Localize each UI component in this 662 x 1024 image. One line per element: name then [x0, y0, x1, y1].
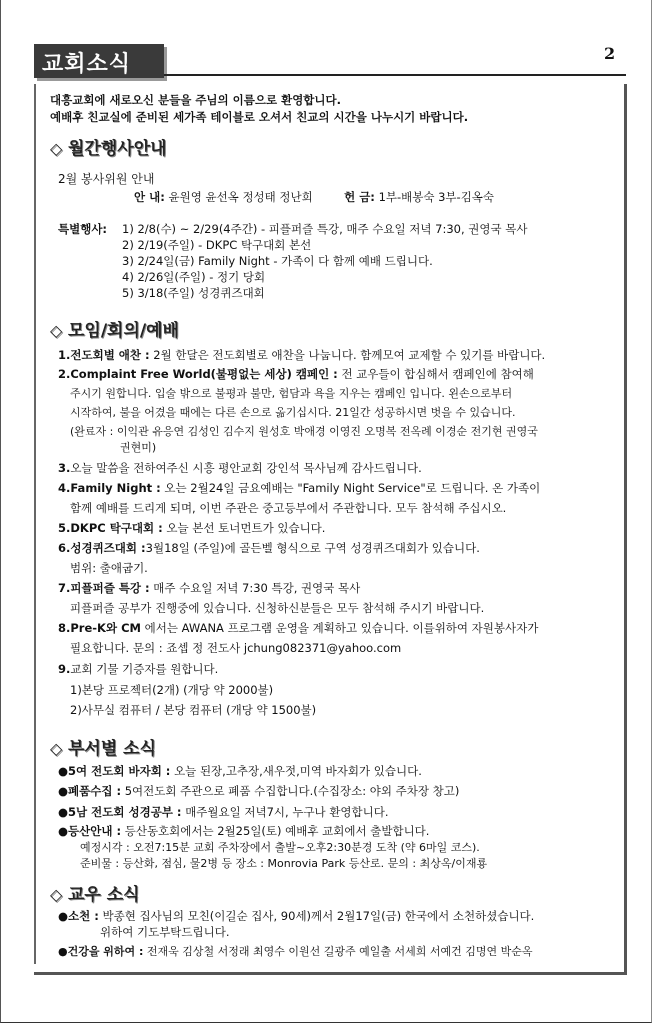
- meeting-item: 6.성경퀴즈대회 :3월18일 (주일)에 골든벨 형식으로 구역 성경퀴즈대회가 있습니다.: [58, 541, 480, 555]
- meeting-item: 피플퍼즐 공부가 진행중에 있습니다. 신청하신분들은 모두 참석해 주시기 바랍니다.: [70, 601, 485, 615]
- meeting-item: 2)사무실 컴퓨터 / 본당 컴퓨터 (개당 약 1500불): [70, 703, 317, 717]
- header-rule: [164, 74, 626, 76]
- content-left-rule: [34, 84, 36, 964]
- guide-row: [134, 190, 494, 205]
- meeting-item: 8.Pre-K와 CM 에서는 AWANA 프로그램 운영을 계획하고 있습니다. 이를위하여 자원봉사자가: [58, 621, 539, 635]
- event-item: 2) 2/19(주일) - DKPC 탁구대회 본선: [122, 238, 312, 252]
- department-item: ●5남 전도회 성경공부 : 매주월요일 저녁7시, 누구나 환영합니다.: [58, 805, 389, 819]
- event-item: 4) 2/26일(주일) - 정기 당회: [122, 270, 266, 284]
- meeting-item: 5.DKPC 탁구대회 : 오늘 본선 토너먼트가 있습니다.: [58, 521, 326, 535]
- section-heading-monthly: ◇ 월간행사안내: [50, 139, 167, 159]
- diamond-icon: ◇: [50, 739, 63, 758]
- section-heading-members: ◇ 교우 소식: [50, 885, 140, 905]
- department-item: 준비물 : 등산화, 점심, 물2병 등 장소 : Monrovia Park 등산로. 문의 : 최상옥/이재룡: [80, 857, 488, 870]
- meeting-item: 함께 예배를 드리게 되며, 이번 주관은 중고등부에서 주관합니다. 모두 참석해 주십시오.: [70, 501, 507, 515]
- department-item: ●등산안내 : 등산동호회에서는 2월25일(토) 예배후 교회에서 출발합니다.: [58, 824, 430, 838]
- event-item: 1) 2/8(수) ~ 2/29(4주간) - 피플퍼즐 특강, 매주 수요일 저녁 7:30, 권영국 목사: [122, 222, 528, 236]
- event-item: 5) 3/18(주일) 성경퀴즈대회: [122, 286, 265, 300]
- meeting-item: 권현미): [120, 441, 157, 454]
- offering-value: 1부-배봉숙 3부-김옥숙: [378, 190, 495, 204]
- intro-line-2: 예배후 친교실에 준비된 세가족 테이블로 오셔서 친교의 시간을 나누시기 바랍니다.: [50, 110, 469, 124]
- section-heading-meetings: ◇ 모임/회의/예배: [50, 321, 179, 341]
- member-item: ●소천 : 박종현 집사님의 모친(이길순 집사, 90세)께서 2월17일(금) 한국에서 소천하셨습니다.: [58, 909, 535, 923]
- diamond-icon: ◇: [50, 321, 63, 340]
- meeting-item: 시작하여, 불을 어겼을 때에는 다른 손으로 옮기십시다. 21일간 성공하시면 벗을 수 있습니다.: [70, 406, 516, 419]
- diamond-icon: ◇: [50, 885, 63, 904]
- diamond-icon: ◇: [50, 139, 63, 158]
- meeting-item: 2.Complaint Free World(불평없는 세상) 캠페인 : 전 교우들이 합심해서 캠페인에 참여해: [58, 367, 534, 381]
- meeting-item: (완료자 : 이익관 유응연 김성인 김수지 원성호 박애경 이영진 오명복 전옥례 이경순 전기현 권영국: [70, 425, 538, 438]
- meeting-item: 범위: 출애굽기.: [70, 561, 148, 575]
- intro-line-1: 대흥교회에 새로오신 분들을 주님의 이름으로 환영합니다.: [50, 93, 342, 107]
- member-item: 위하여 기도부탁드립니다.: [100, 925, 230, 939]
- department-item: ●폐품수집 : 5여전도회 주관으로 폐품 수집합니다.(수집장소: 야외 주차장 창고): [58, 784, 460, 798]
- meeting-item: 필요합니다. 문의 : 죠셉 정 전도사 jchung082371@yahoo.com: [70, 641, 402, 655]
- guide-names: 윤원영 윤선옥 정성태 정난희: [168, 190, 313, 204]
- meeting-item: 7.피플퍼즐 특강 : 매주 수요일 저녁 7:30 특강, 권영국 목사: [58, 581, 361, 595]
- department-item: ●5여 전도회 바자회 : 오늘 된장,고추장,새우젓,미역 바자회가 있습니다.: [58, 764, 422, 778]
- meeting-item: 9.교회 기물 기증자를 원합니다.: [58, 662, 219, 676]
- department-item: 예정시각 : 오전7:15분 교회 주차장에서 출발~오후2:30분경 도착 (약 6마일 코스).: [80, 841, 480, 854]
- meeting-item: 주시기 원합니다. 입술 밖으로 불평과 불만, 험담과 욕을 지우는 캠페인 입니다. 왼손으로부터: [70, 387, 513, 400]
- meeting-item: 1)본당 프로젝터(2개) (개당 약 2000불): [70, 683, 274, 697]
- meeting-item: 3.오늘 말씀을 전하여주신 시흥 평안교회 강인석 목사님께 감사드립니다.: [58, 461, 422, 475]
- page-number: 2: [604, 44, 616, 63]
- member-item: ●건강을 위하여 : 전재욱 김상철 서정래 최영수 이원선 길광주 예일출 서세희 서예건 김명연 박순옥: [58, 945, 533, 958]
- offering-label: 헌 금:: [344, 190, 375, 204]
- guide-label: 안 내:: [134, 190, 165, 204]
- event-item: 3) 2/24일(금) Family Night - 가족이 다 함께 예배 드립니다.: [122, 254, 433, 268]
- page-title: 교회소식: [42, 52, 132, 77]
- meeting-item: 4.Family Night : 오는 2월24일 금요예배는 "Family Night Service"로 드립니다. 온 가족이: [58, 481, 541, 495]
- special-events-label: 특별행사:: [58, 222, 108, 236]
- header-banner: [34, 44, 164, 78]
- meeting-item: 1.전도회별 애찬 : 2월 한달은 전도회별로 애찬을 나눕니다. 함께모여 교제할 수 있기를 바랍니다.: [58, 348, 546, 362]
- service-title: 2월 봉사위원 안내: [58, 172, 155, 186]
- section-heading-departments: ◇ 부서별 소식: [50, 739, 157, 759]
